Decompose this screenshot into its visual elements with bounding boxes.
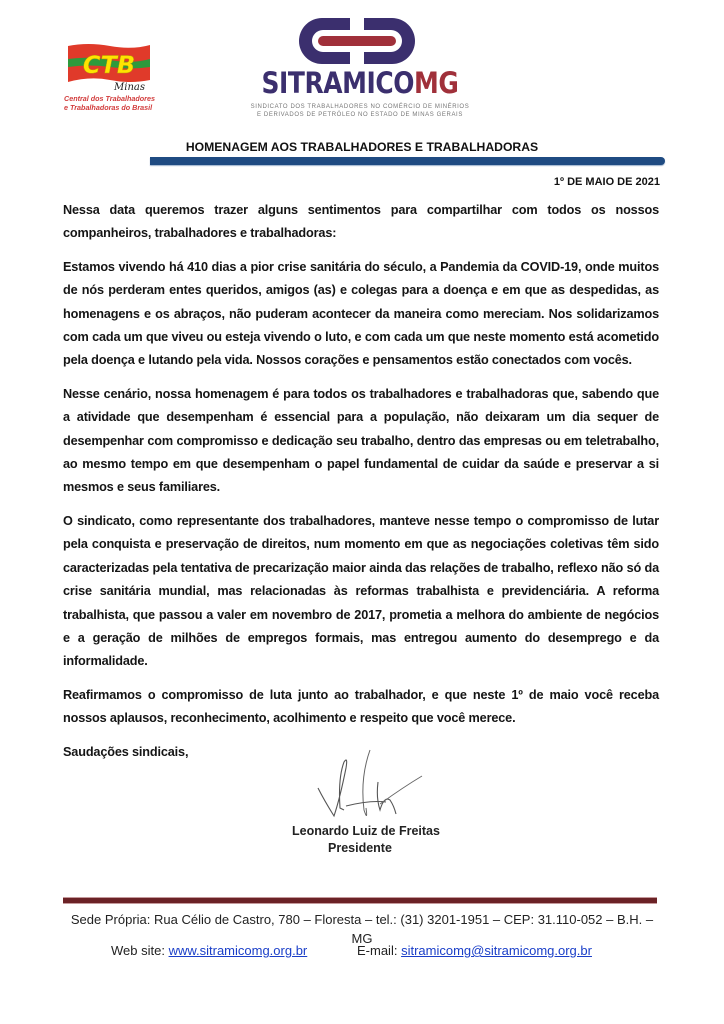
- wordmark-part1: SITRAMICO: [261, 66, 415, 100]
- ctb-subtitle-line1: Central dos Trabalhadores: [64, 94, 155, 103]
- paragraph: Estamos vivendo há 410 dias a pior crise sanitária do século, a Pandemia da COVID-19, onde muitos de nós perderam entes queridos, amigos (as) e colegas para a doença e em que as despedidas, as homenagens e os abraços, não puderam acontecer da maneira como mereciam. Nos solidarizamos com cada um que viveu ou esteja vivendo o luto, e com cada um que neste momento está acometido pela doença e lutando pela vida. Nossos corações e pensamentos estão conectados com vocês.: [63, 259, 659, 368]
- ctb-subtitle-line2: e Trabalhadoras do Brasil: [64, 103, 153, 112]
- document-date: 1º DE MAIO DE 2021: [553, 176, 660, 188]
- paragraph: Nesse cenário, nossa homenagem é para todos os trabalhadores e trabalhadoras que, sabendo que a atividade que desempenham é essencial para a população, não deixaram um dia sequer de desempenhar com compromisso e dedicação seu trabalho, dentro das empresas ou em teletrabalho, ao mesmo tempo em que desempenham o papel fundamental de cuidar da saúde e preservar a si mesmos e seus familiares.: [63, 386, 659, 495]
- paragraph: Reafirmamos o compromisso de luta junto ao trabalhador, e que neste 1º de maio você receba nossos aplausos, reconhecimento, acolhimento e respeito que você merece.: [63, 687, 659, 726]
- footer-divider: [63, 898, 657, 903]
- title-divider: [150, 157, 665, 165]
- website-line: [111, 943, 307, 958]
- chain-link-icon: [292, 14, 422, 68]
- website-link[interactable]: www.sitramicomg.org.br: [168, 943, 308, 958]
- footer-address: Sede Própria: Rua Célio de Castro, 780 – Floresta – tel.: (31) 3201-1951 – CEP: 31.110-052 – B.H. – MG: [70, 912, 654, 946]
- paragraph: Nessa data queremos trazer alguns sentimentos para compartilhar com todos os nossos companheiros, trabalhadores e trabalhadoras:: [63, 203, 659, 241]
- sitramicomg-subtitle-line2: E DERIVADOS DE PETRÓLEO NO ESTADO DE MINAS GERAIS: [257, 112, 463, 118]
- sitramicomg-wordmark: [260, 66, 460, 100]
- ctb-flag-icon: [66, 42, 152, 86]
- paragraph: O sindicato, como representante dos trabalhadores, manteve nesse tempo o compromisso de lutar pela conquista e preservação de direitos, num momento em que as negociações coletivas têm sido caracterizadas pela tentativa de precarização maior ainda das relações de trabalho, reflexo não só da crise sanitária mundial, mas relacionadas às reformas trabalhista e previdenciária. A reforma trabalhista, que passou a valer em novembro de 2017, prometia a melhora do ambiente de negócios e a geração de milhões de empregos formais, mas entregou aumento do desemprego e da informalidade.: [63, 513, 659, 669]
- document-body: [63, 199, 659, 774]
- wordmark-part2: MG: [414, 66, 459, 100]
- ctb-logo: [64, 40, 156, 112]
- email-label: E-mail:: [357, 943, 402, 958]
- email-line: [357, 943, 592, 958]
- website-label: Web site:: [111, 943, 169, 958]
- ctb-logo-text: CTB: [82, 51, 136, 79]
- ctb-region: Minas: [114, 82, 145, 93]
- document-title: HOMENAGEM AOS TRABALHADORES E TRABALHADORAS: [185, 140, 539, 154]
- handwritten-signature: [310, 748, 430, 828]
- signatory-name: Leonardo Luiz de Freitas: [292, 824, 440, 838]
- signatory-role: Presidente: [328, 841, 392, 855]
- sitramicomg-logo: [244, 12, 476, 122]
- sitramicomg-subtitle-line1: SINDICATO DOS TRABALHADORES NO COMÉRCIO DE MINÉRIOS: [250, 104, 470, 110]
- email-link[interactable]: sitramicomg@sitramicomg.org.br: [401, 943, 592, 958]
- closing-salutation: Saudações sindicais,: [63, 744, 189, 759]
